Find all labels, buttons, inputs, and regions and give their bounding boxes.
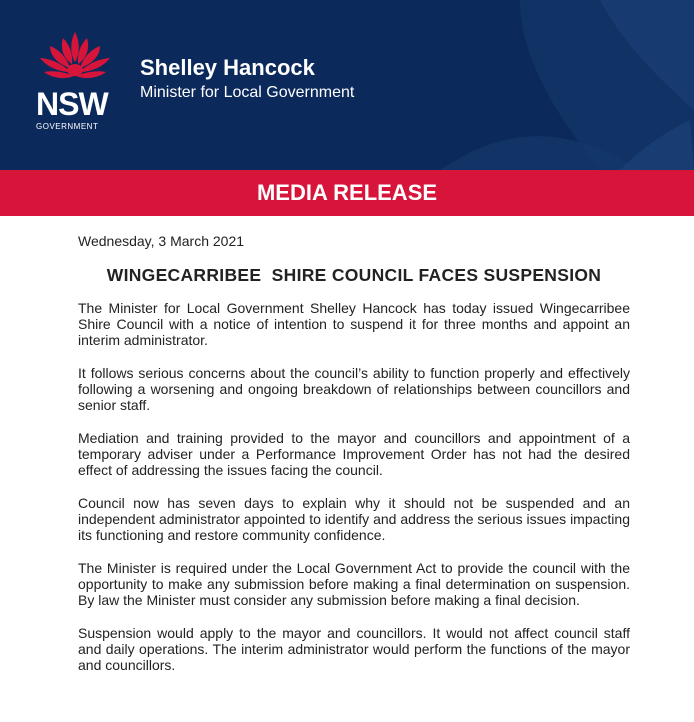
document-body [0,233,694,673]
header [0,0,694,170]
minister-name: Shelley Hancock [140,55,315,80]
minister-role: Minister for Local Government [140,84,355,101]
paragraph: Mediation and training provided to the mayor and councillors and appointment of a temporary adviser under a Performance Improvement Order has not had the desired effect of addressing the issues facing the council. [78,430,630,478]
government-wordmark: GOVERNMENT [36,122,99,131]
paragraph: It follows serious concerns about the council’s ability to function properly and effectively following a worsening and ongoing breakdown of relationships between councillors and senior staff. [78,365,630,413]
paragraph: Council now has seven days to explain why it should not be suspended and an independent administrator appointed to identify and address the serious issues impacting its functioning and restore community confidence. [78,495,630,543]
waratah-flower-icon [30,28,120,88]
media-release-banner: MEDIA RELEASE [0,170,694,216]
release-title: WINGECARRIBEE SHIRE COUNCIL FACES SUSPENSION [106,265,602,285]
paragraph: The Minister for Local Government Shelley Hancock has today issued Wingecarribee Shire Council with a notice of intention to suspend it for three months and appoint an interim administrator. [78,300,630,348]
paragraph: The Minister is required under the Local Government Act to provide the council with the opportunity to make any submission before making a final determination on suspension. By law the Minister must consider any submission before making a final decision. [78,560,630,608]
paragraph: Suspension would apply to the mayor and councillors. It would not affect council staff and daily operations. The interim administrator would perform the functions of the mayor and councillors. [78,625,630,673]
release-date: Wednesday, 3 March 2021 [78,233,245,249]
nsw-wordmark: NSW [36,86,108,122]
nsw-government-logo [24,28,124,138]
minister-block [140,56,354,104]
